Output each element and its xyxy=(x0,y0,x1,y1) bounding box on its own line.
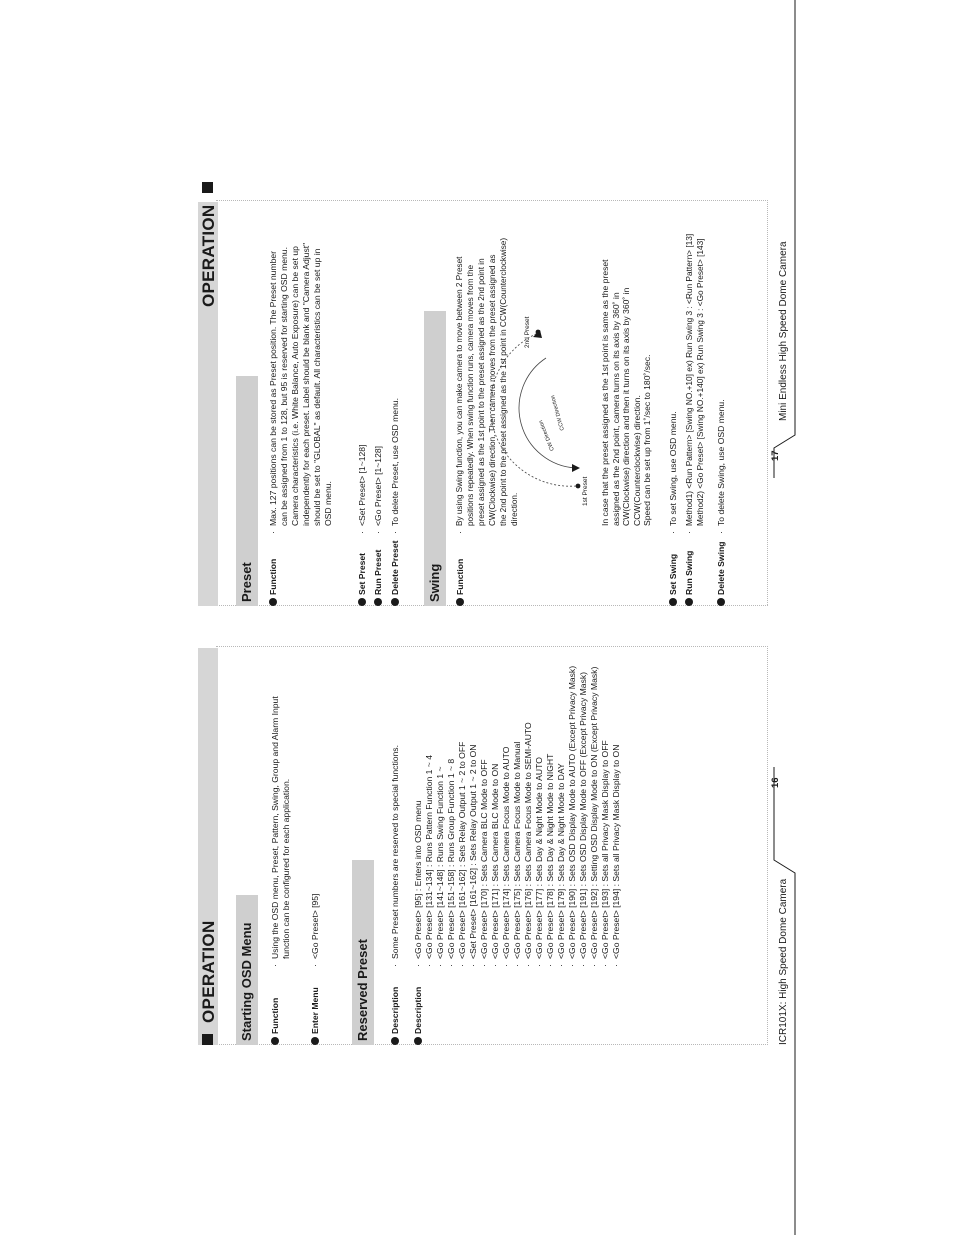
middle-dot: · xyxy=(268,531,278,534)
function-text: Using the OSD menu, Preset, Pattern, Swing, Group and Alarm Input function can be configured for each application. xyxy=(270,696,291,959)
header-text: OPERATION xyxy=(199,204,218,307)
list-item xyxy=(468,666,479,967)
list-item xyxy=(600,666,611,967)
middle-dot: · xyxy=(413,964,423,967)
middle-dot: · xyxy=(435,964,445,967)
list-item-text: <Go Preset> [194] : Sets all Privacy Mask Display to ON xyxy=(611,744,621,959)
bullet-icon xyxy=(374,598,382,606)
bullet-icon xyxy=(717,598,725,606)
middle-dot: · xyxy=(611,964,621,967)
run-preset-label: Run Preset xyxy=(373,550,384,606)
middle-dot: · xyxy=(600,964,610,967)
page-number: 16 xyxy=(770,777,781,788)
delete-preset-text: To delete Preset, use OSD menu. xyxy=(390,397,400,526)
list-item-text: <Go Preset> [178] : Sets Day & Night Mode to NIGHT xyxy=(545,753,555,959)
header-text: OPERATION xyxy=(199,920,218,1023)
middle-dot: · xyxy=(457,964,467,967)
list-item-text: <Go Preset> [95] : Enters into OSD menu xyxy=(413,800,423,959)
list-item xyxy=(534,666,545,967)
list-item-text: <Go Preset> [161~162] : Sets Relay Output 1 ~ 2 to OFF xyxy=(457,741,467,959)
bullet-icon xyxy=(269,598,277,606)
second-point-icon xyxy=(536,330,541,335)
list-item xyxy=(479,666,490,967)
list-item xyxy=(446,666,457,967)
list-item xyxy=(457,666,468,967)
middle-dot: · xyxy=(545,964,555,967)
list-item xyxy=(545,666,556,967)
section-title-swing: Swing xyxy=(424,311,446,606)
list-item-text: <Go Preset> [151~158] : Runs Group Function 1 ~ 8 xyxy=(446,758,456,959)
swing-note-text: In case that the preset assigned as the 1st point is same as the preset assigned as the 2nd point, camera turns on its axis by 360˚ in CW(Clockwise) direction and then it turns on its axis by 360˚ in CCW(Counterclockwise) direction. Speed can be set up from 1˚/sec to 180˚/sec. xyxy=(600,259,652,526)
list-item-text: <Go Preset> [141~148] : Runs Swing Function 1 ~ xyxy=(435,766,445,959)
middle-dot: · xyxy=(578,964,588,967)
middle-dot: · xyxy=(490,964,500,967)
middle-dot: · xyxy=(684,531,694,534)
page-header xyxy=(199,182,219,307)
list-item-text: <Go Preset> [174] : Sets Camera Focus Mode to AUTO xyxy=(501,746,511,959)
function-label: Function xyxy=(270,998,281,1045)
list-item xyxy=(501,666,512,967)
middle-dot: · xyxy=(357,531,367,534)
run-swing-label: Run Swing xyxy=(684,551,695,606)
reserved-list-label: Description xyxy=(413,987,424,1045)
bullet-icon xyxy=(669,598,677,606)
delete-swing-label: Delete Swing xyxy=(716,542,727,606)
footer-text: Mini Endless High Speed Dome Camera xyxy=(778,241,789,421)
bullet-icon xyxy=(271,1037,279,1045)
middle-dot: · xyxy=(512,964,522,967)
middle-dot: · xyxy=(468,964,478,967)
ccw-direction-label: CCW Direction xyxy=(550,394,566,432)
reserved-preset-list xyxy=(413,666,622,967)
list-item xyxy=(490,666,501,967)
first-point-icon xyxy=(576,484,581,489)
description-label: Description xyxy=(390,987,401,1045)
list-item xyxy=(578,666,589,967)
bullet-icon xyxy=(391,1037,399,1045)
list-item-text: <Go Preset> [190] : Sets OSD Display Mode to AUTO (Except Privacy Mask) xyxy=(567,665,577,959)
middle-dot: · xyxy=(270,964,280,967)
list-item-text: <Go Preset> [191] : Sets OSD Display Mode to OFF (Except Privacy Mask) xyxy=(578,671,588,959)
swing-diagram xyxy=(520,308,588,508)
list-item-text: <Go Preset> [179] : Sets Day & Night Mode to DAY xyxy=(556,763,566,959)
run-swing-text: Method1) <Run Pattern> [Swing NO.+10] ex) Run Swing 3 : <Run Pattern> [13] Method2) <Go Preset> [Swing NO.+140] ex) Run Swing 3 : <Go Preset> [143] xyxy=(684,233,705,526)
description-text: Some Preset numbers are reserved to special functions. xyxy=(390,745,400,959)
middle-dot: · xyxy=(446,964,456,967)
section-title-reserved-preset: Reserved Preset xyxy=(352,860,374,1045)
middle-dot: · xyxy=(390,531,400,534)
list-item-text: <Go Preset> [192] : Setting OSD Display Mode to ON (Except Privacy Mask) xyxy=(589,666,599,959)
middle-dot: · xyxy=(501,964,511,967)
footer-text: ICR101X: High Speed Dome Camera xyxy=(778,878,789,1045)
list-item xyxy=(523,666,534,967)
set-preset-text: <Set Preset> [1~128] xyxy=(357,444,367,526)
list-item-text: <Go Preset> [171] : Sets Camera BLC Mode to ON xyxy=(490,763,500,959)
bullet-icon xyxy=(456,598,464,606)
list-item-text: <Go Preset> [177] : Sets Day & Night Mode to AUTO xyxy=(534,757,544,959)
ccw-arc xyxy=(519,358,576,468)
second-preset-label: 2nd Preset xyxy=(524,316,531,348)
list-item-text: <Go Preset> [175] : Sets Camera Focus Mode to Manual xyxy=(512,741,522,959)
function-label: Function xyxy=(455,559,466,606)
middle-dot: · xyxy=(567,964,577,967)
middle-dot: · xyxy=(534,964,544,967)
preset-function-text: Max. 127 positions can be stored as Preset position. The Preset number can be assigned from 1 to 128, but 95 is reserved for starting OSD menu. Camera characteristics (i.e. White Balance, Auto Exposure) can be set up independently for each preset. Label should be blank and "Camera Adjust" should be set to "GLOBAL" as default. All characteristics can be set up in OSD menu. xyxy=(268,242,333,526)
middle-dot: · xyxy=(455,531,465,534)
set-preset-label: Set Preset xyxy=(357,553,368,606)
square-bullet-icon xyxy=(202,182,213,193)
function-label: Function xyxy=(268,559,279,606)
enter-menu-text: <Go Preset> [95] xyxy=(310,893,320,959)
page-number: 17 xyxy=(770,450,781,461)
set-swing-label: Set Swing xyxy=(668,554,679,606)
middle-dot: · xyxy=(373,531,383,534)
list-item xyxy=(556,666,567,967)
run-preset-text: <Go Preset> [1~128] xyxy=(373,445,383,526)
list-item-text: <Go Preset> [131~134] : Runs Pattern Function 1 ~ 4 xyxy=(424,755,434,959)
bullet-icon xyxy=(358,598,366,606)
page-header xyxy=(199,920,219,1045)
delete-swing-text: To delete Swing, use OSD menu. xyxy=(716,399,726,526)
section-title-starting-osd: Starting OSD Menu xyxy=(236,895,258,1045)
list-item xyxy=(413,666,424,967)
page-16 xyxy=(0,618,954,1235)
bullet-icon xyxy=(311,1037,319,1045)
list-item xyxy=(424,666,435,967)
bullet-icon xyxy=(414,1037,422,1045)
middle-dot: · xyxy=(310,964,320,967)
list-item xyxy=(589,666,600,967)
set-swing-text: To set Swing, use OSD menu. xyxy=(668,411,678,526)
square-bullet-icon xyxy=(202,1034,213,1045)
list-item-text: <Go Preset> [170] : Sets Camera BLC Mode to OFF xyxy=(479,759,489,959)
middle-dot: · xyxy=(556,964,566,967)
middle-dot: · xyxy=(668,531,678,534)
cw-direction-label: CW Direction xyxy=(538,419,556,452)
list-item xyxy=(512,666,523,967)
middle-dot: · xyxy=(424,964,434,967)
enter-menu-label: Enter Menu xyxy=(310,987,321,1045)
delete-preset-label: Delete Preset xyxy=(390,541,401,606)
first-preset-label: 1st Preset xyxy=(582,476,589,506)
middle-dot: · xyxy=(716,531,726,534)
list-item xyxy=(567,666,578,967)
list-item-text: <Set Preset> [161~162] : Sets Relay Output 1 ~ 2 to ON xyxy=(468,744,478,959)
list-item-text: <Go Preset> [176] : Sets Camera Focus Mode to SEMI-AUTO xyxy=(523,722,533,959)
arrow-icon xyxy=(572,464,580,472)
middle-dot: · xyxy=(589,964,599,967)
bullet-icon xyxy=(685,598,693,606)
list-item xyxy=(611,666,622,967)
middle-dot: · xyxy=(390,964,400,967)
swing-function-text: By using Swing function, you can make camera to move between 2 Preset positions repeatedly. When swing function runs, camera moves from the preset assigned as the 1st point to the preset assigned as the 2nd point in CW(Clockwise) direction. Then camera moves from the preset assigned as the 2nd point to the preset assigned as the 1st point in CCW(Counterclockwise) direction. xyxy=(455,237,519,526)
middle-dot: · xyxy=(479,964,489,967)
list-item-text: <Go Preset> [193] : Sets all Privacy Mask Display to OFF xyxy=(600,740,610,959)
list-item xyxy=(435,666,446,967)
middle-dot: · xyxy=(523,964,533,967)
bullet-icon xyxy=(391,598,399,606)
section-title-preset: Preset xyxy=(236,376,258,606)
